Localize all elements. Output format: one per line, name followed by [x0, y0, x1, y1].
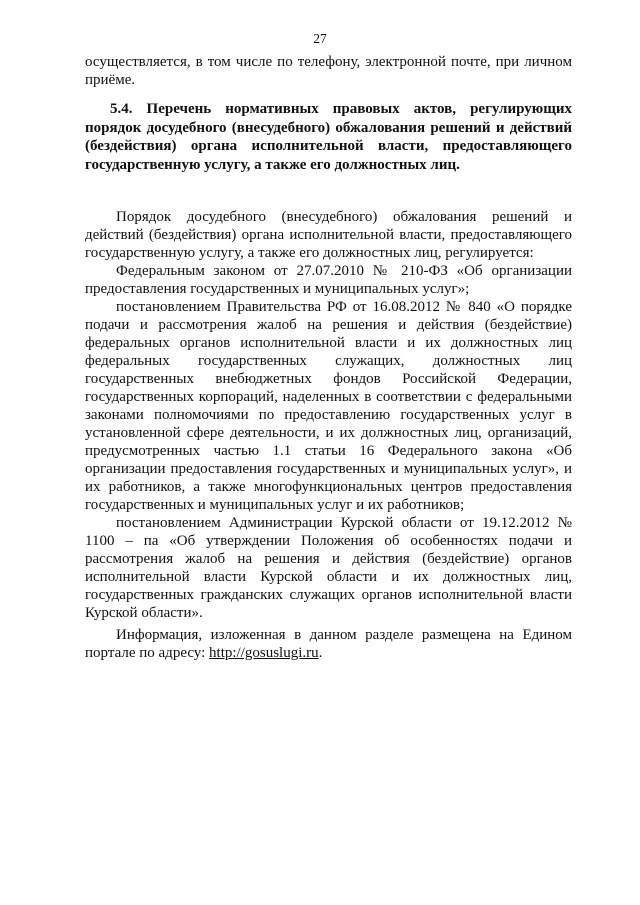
portal-link[interactable]: http://gosuslugi.ru	[209, 645, 319, 661]
info-paragraph	[85, 626, 572, 662]
section-body	[85, 208, 572, 662]
page-number: 27	[313, 31, 327, 46]
section-heading: 5.4. Перечень нормативных правовых актов, регулирующих порядок досудебного (внесудебного) обжалования решений и действий (бездействия) органа исполнительной власти, предоставляющего государственную услугу, а также его должностных лиц.	[85, 101, 572, 173]
intro-text: осуществляется, в том числе по телефону, электронной почте, при личном приёме.	[85, 54, 572, 88]
info-text-end: .	[318, 645, 323, 661]
info-text: Информация, изложенная в данном разделе размещена на Едином портале по адресу:	[85, 627, 572, 661]
body-paragraph-intro: Порядок досудебного (внесудебного) обжалования решений и действий (бездействия) органа исполнительной власти, предоставляющего государственную услугу, а также его должностных лиц, регулируется:	[85, 209, 572, 261]
body-paragraph-regional-decree: постановлением Администрации Курской области от 19.12.2012 № 1100 – па «Об утверждении Положения об особенностях подачи и рассмотрения жалоб на решения и действия (бездействие) органов исполнительной власти Курской области и их должностных лиц, государственных гражданских служащих органов исполнительной власти Курской области».	[85, 515, 572, 621]
body-paragraph-government-decree: постановлением Правительства РФ от 16.08.2012 № 840 «О порядке подачи и рассмотрения жалоб на решения и действия (бездействие) федеральных органов исполнительной власти и их должностных лиц федеральных государственных служащих, должностных лиц государственных внебюджетных фондов Российской Федерации, государственных корпораций, наделенных в соответствии с федеральными законами полномочиями по предоставлению государственных услуг в установленной сфере деятельности, и их должностных лиц, организаций, предусмотренных частью 1.1 статьи 16 Федерального закона «Об организации предоставления государственных и муниципальных услуг», и их работников, а также многофункциональных центров предоставления государственных и муниципальных услуг и их работников;	[85, 299, 572, 513]
body-paragraph-federal-law: Федеральным законом от 27.07.2010 № 210-ФЗ «Об организации предоставления государственных и муниципальных услуг»;	[85, 263, 572, 297]
